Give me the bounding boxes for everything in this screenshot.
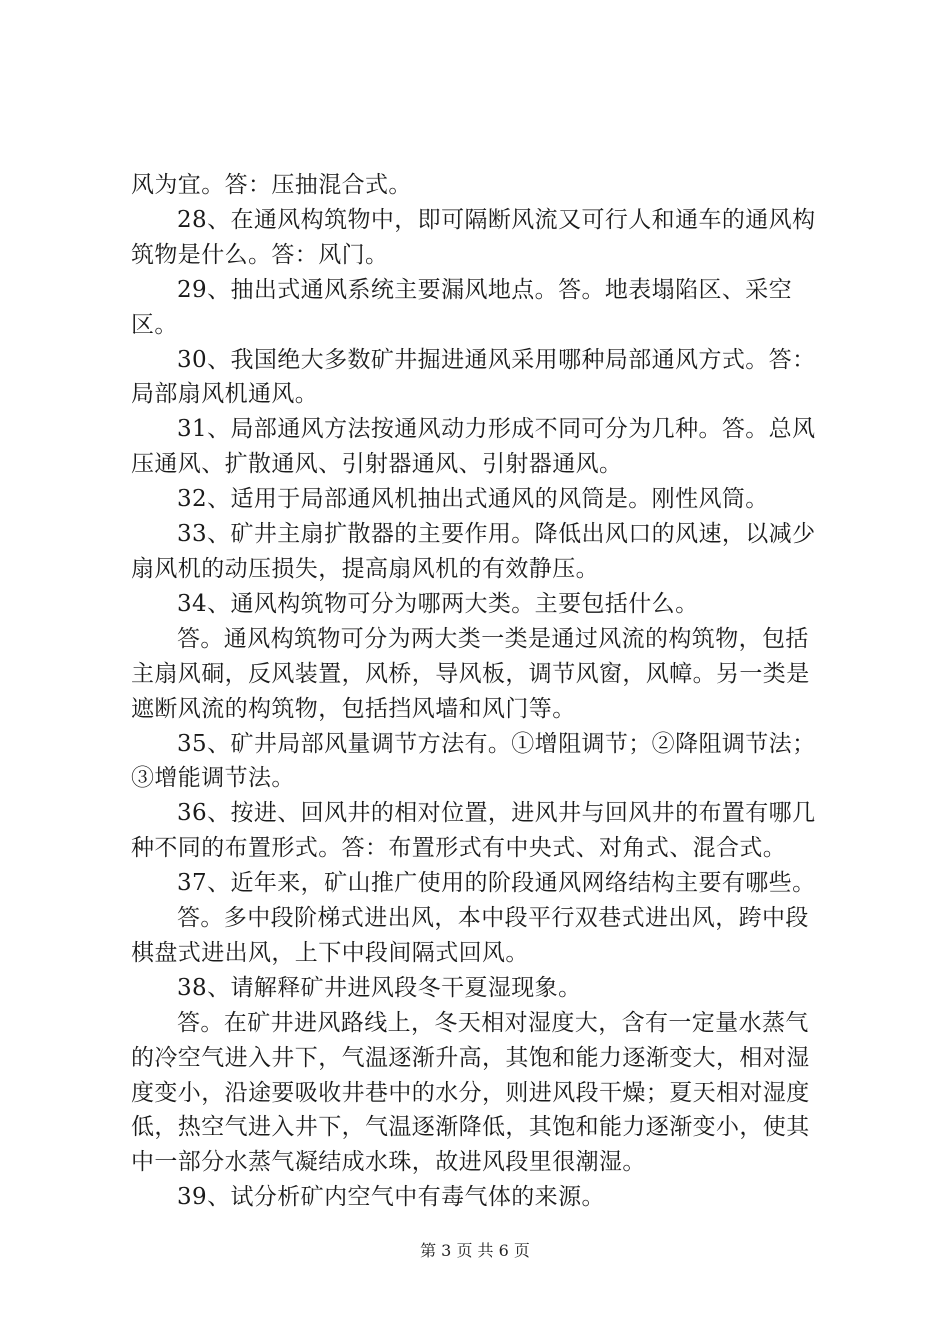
paragraph: 39、试分析矿内空气中有毒气体的来源。 — [177, 1184, 605, 1211]
page-footer: 第 3 页 共 6 页 — [420, 1241, 530, 1260]
paragraph: 35、矿井局部风量调节方法有。①增阻调节；②降阻调节法；③增能调节法。 — [131, 730, 816, 792]
paragraph: 34、通风构筑物可分为哪两大类。主要包括什么。 — [177, 590, 699, 617]
document-body — [131, 168, 831, 1215]
paragraph: 36、按进、回风井的相对位置，进风井与回风井的布置有哪几种不同的布置形式。答：布置形式有中央式、对角式、混合式。 — [131, 800, 816, 862]
paragraph: 答。在矿井进风路线上，冬天相对湿度大，含有一定量水蒸气的冷空气进入井下，气温逐渐升高，其饱和能力逐渐变大，相对湿度变小，沿途要吸收井巷中的水分，则进风段干燥；夏天相对湿度低，热空气进入井下，气温逐渐降低，其饱和能力逐渐变小，使其中一部分水蒸气凝结成水珠，故进风段里很潮湿。 — [131, 1009, 810, 1176]
paragraph: 33、矿井主扇扩散器的主要作用。降低出风口的风速，以减少扇风机的动压损失，提高扇风机的有效静压。 — [131, 521, 816, 582]
paragraph: 28、在通风构筑物中，即可隔断风流又可行人和通车的通风构筑物是什么。答：风门。 — [131, 206, 816, 268]
paragraph: 答。多中段阶梯式进出风，本中段平行双巷式进出风，跨中段棋盘式进出风，上下中段间隔式回风。 — [131, 905, 809, 966]
paragraph: 30、我国绝大多数矿井掘进通风采用哪种局部通风方式。答：局部扇风机通风。 — [131, 346, 816, 408]
paragraph: 32、适用于局部通风机抽出式通风的风筒是。刚性风筒。 — [177, 486, 769, 513]
paragraph: 29、抽出式通风系统主要漏风地点。答。地表塌陷区、采空区。 — [131, 276, 793, 338]
paragraph: 37、近年来，矿山推广使用的阶段通风网络结构主要有哪些。 — [177, 870, 816, 897]
paragraph: 答。通风构筑物可分为两大类一类是通过风流的构筑物，包括主扇风硐，反风装置，风桥，导风板，调节风窗，风幛。另一类是遮断风流的构筑物，包括挡风墙和风门等。 — [131, 625, 810, 722]
paragraph: 风为宜。答：压抽混合式。 — [131, 172, 412, 198]
paragraph: 31、局部通风方法按通风动力形成不同可分为几种。答。总风压通风、扩散通风、引射器通风、引射器通风。 — [131, 416, 816, 478]
paragraph: 38、请解释矿井进风段冬干夏湿现象。 — [177, 974, 582, 1001]
